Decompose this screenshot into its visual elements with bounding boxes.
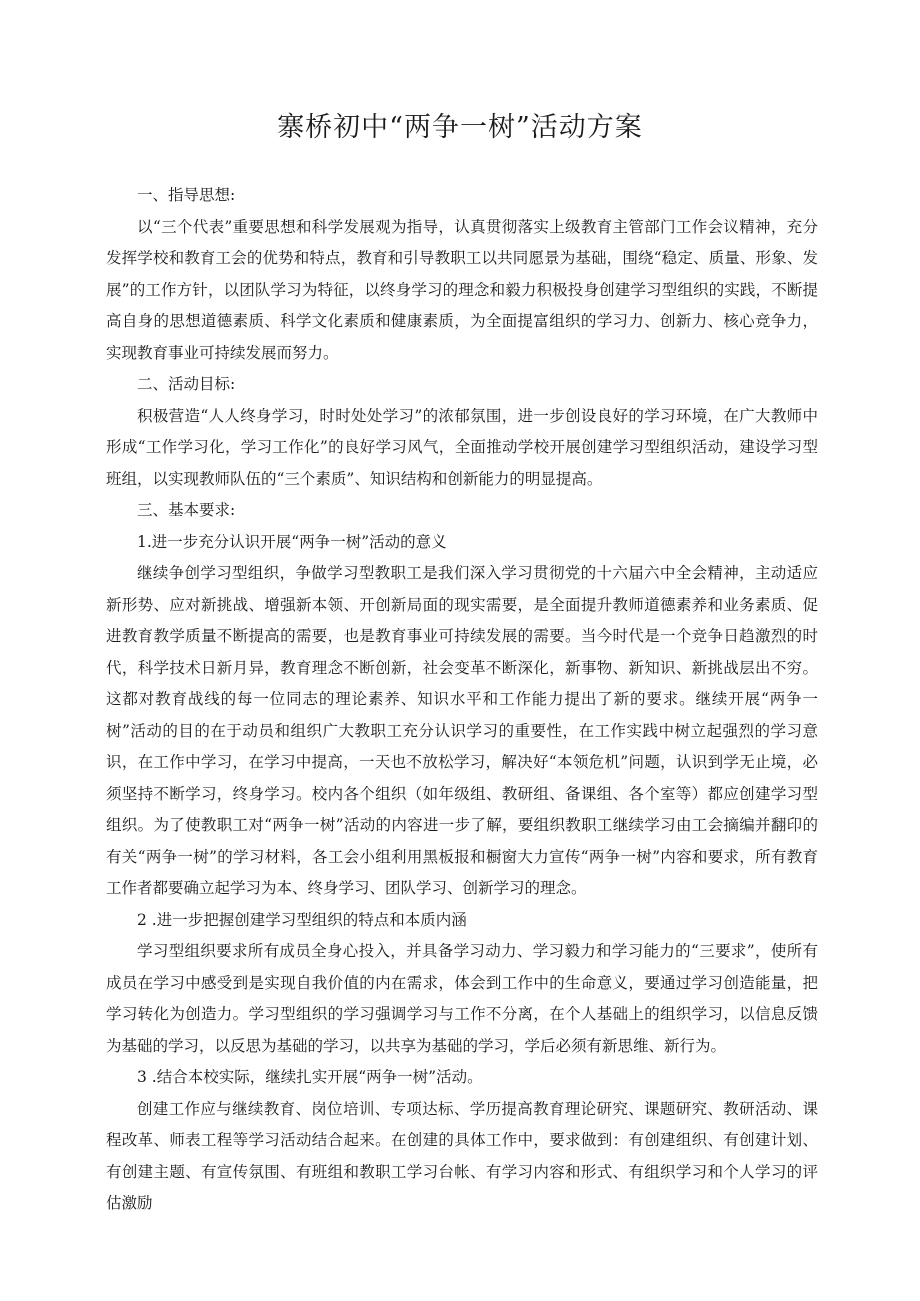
section-1-paragraph: 以“三个代表”重要思想和科学发展观为指导，认真贯彻落实上级教育主管部门工作会议精神，充分发挥学校和教育工会的优势和特点，教育和引导教职工以共同愿景为基础，围绕“稳定、质量、形象、发展”的工作方针，以团队学习为特征，以终身学习的理念和毅力积极投身创建学习型组织的实践，不断提高自身的思想道德素质、科学文化素质和健康素质，为全面提富组织的学习力、创新力、核心竞争力，实现教育事业可持续发展而努力。 [106,217,818,362]
subsection-heading-1: 1.进一步充分认识开展“两争一树”活动的意义 [137,532,447,551]
document-title: 寨桥初中“两争一树”活动方案 [277,112,643,143]
subsection-1-paragraph: 继续争创学习型组织，争做学习型教职工是我们深入学习贯彻党的十六届六中全会精神，主动适应新形势、应对新挑战、增强新本领、开创新局面的现实需要，是全面提升教师道德素养和业务素质、促进教育教学质量不断提高的需要，也是教育事业可持续发展的需要。当今时代是一个竞争日趋激烈的时代，科学技术日新月异，教育理念不断创新，社会变革不断深化，新事物、新知识、新挑战层出不穷。这都对教育战线的每一位同志的理论素养、知识水平和工作能力提出了新的要求。继续开展“两争一树”活动的目的在于动员和组织广大教职工充分认识学习的重要性，在工作实践中树立起强烈的学习意识，在工作中学习，在学习中提高，一天也不放松学习，解决好“本领危机”问题，认识到学无止境，必须坚持不断学习，终身学习。校内各个组织（如年级组、教研组、备课组、各个室等）都应创建学习型组织。为了使教职工对“两争一树”活动的内容进一步了解，要组织教职工继续学习由工会摘编并翻印的有关“两争一树”的学习材料，各工会小组利用黑板报和橱窗大力宣传“两争一树”内容和要求，所有教育工作者都要确立起学习为本、终身学习、团队学习、创新学习的理念。 [106,564,818,897]
document-body [106,180,818,1220]
subsection-3-paragraph: 创建工作应与继续教育、岗位培训、专项达标、学历提高教育理论研究、课题研究、教研活动、课程改革、师表工程等学习活动结合起来。在创建的具体工作中，要求做到：有创建组织、有创建计划、有创建主题、有宣传氛围、有班组和教职工学习台帐、有学习内容和形式、有组织学习和个人学习的评估激励 [106,1099,818,1212]
section-2-paragraph: 积极营造“人人终身学习，时时处处学习”的浓郁氛围，进一步创设良好的学习环境，在广大教师中形成“工作学习化，学习工作化”的良好学习风气，全面推动学校开展创建学习型组织活动，建设学习型班组，以实现教师队伍的“三个素质”、知识结构和创新能力的明显提高。 [106,406,818,488]
section-heading-1: 一、指导思想: [137,186,236,204]
subsection-heading-2: 2 .进一步把握创建学习型组织的特点和本质内涵 [137,910,467,929]
subsection-heading-3: 3 .结合本校实际，继续扎实开展“两争一树”活动。 [137,1068,483,1086]
section-heading-2: 二、活动目标: [137,375,236,393]
section-heading-3: 三、基本要求: [137,501,236,519]
subsection-2-paragraph: 学习型组织要求所有成员全身心投入，并具备学习动力、学习毅力和学习能力的“三要求”，使所有成员在学习中感受到是实现自我价值的内在需求，体会到工作中的生命意义，要通过学习创造能量，把学习转化为创造力。学习型组织的学习强调学习与工作不分离，在个人基础上的组织学习，以信息反馈为基础的学习，以反思为基础的学习，以共享为基础的学习，学后必须有新思维、新行为。 [106,942,818,1055]
